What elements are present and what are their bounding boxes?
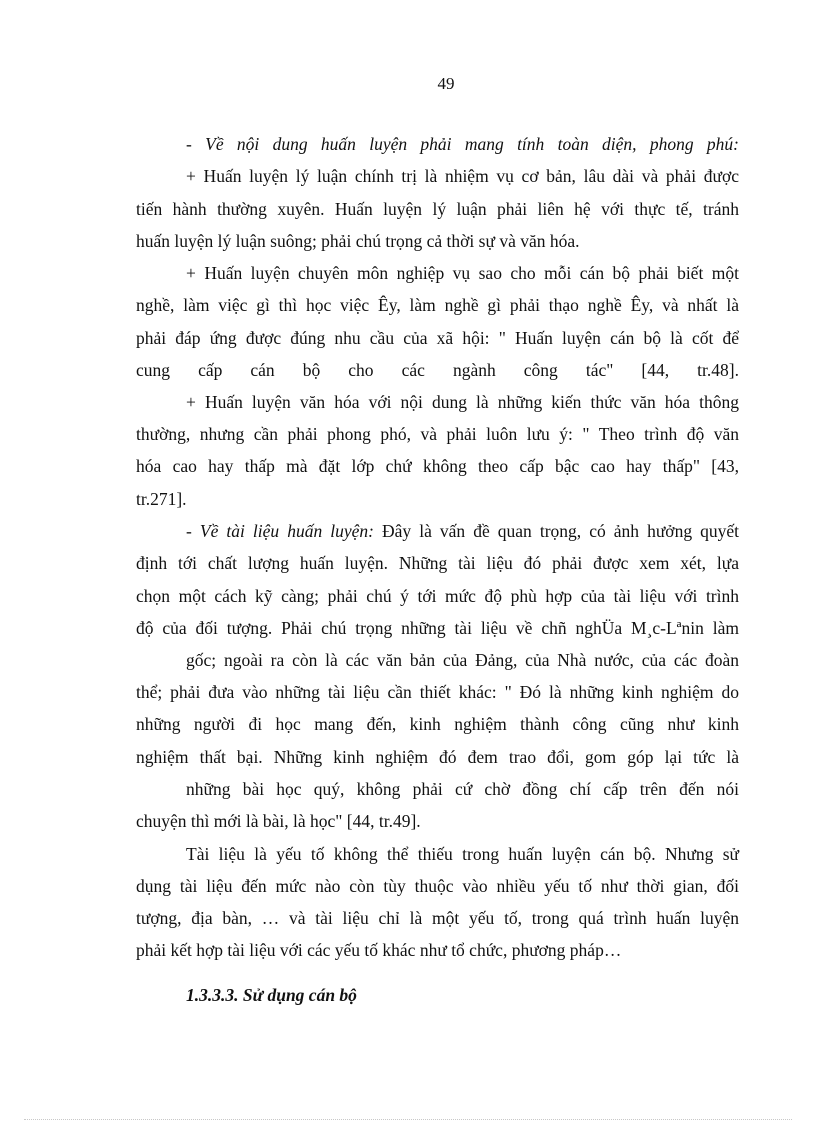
- text-line: dụng tài liệu đến mức nào còn tùy thuộc vào nhiều yếu tố như thời gian, đối: [136, 876, 739, 896]
- text-line: nghề, làm việc gì thì học việc Êy, làm nghề gì phải thạo nghề Êy, và nhất là: [136, 295, 739, 315]
- text-line: thường, nhưng cần phải phong phó, và phải luôn lưu ý: " Theo trình độ văn: [136, 424, 739, 444]
- text-line-italic: - Về tài liệu huấn luyện:: [186, 521, 374, 541]
- section-heading: 1.3.3.3. Sử dụng cán bộ: [186, 985, 357, 1005]
- text-line: những bài học quý, không phải cứ chờ đồng chí cấp trên đến nói: [186, 779, 739, 799]
- text-line: + Huấn luyện chuyên môn nghiệp vụ sao cho mỗi cán bộ phải biết một: [186, 263, 739, 283]
- text-line-italic: - Về nội dung huấn luyện phải mang tính toàn diện, phong phú:: [186, 134, 739, 154]
- text-line: độ của đối tượng. Phải chú trọng những tài liệu về chñ nghÜa M¸c-Lªnin làm: [136, 618, 739, 638]
- page-number: 49: [437, 74, 455, 93]
- text-line: chọn một cách kỹ càng; phải chú ý tới mức độ phù hợp của tài liệu với trình: [136, 586, 739, 606]
- text-line: chuyện thì mới là bài, là học" [44, tr.49].: [136, 811, 421, 831]
- text-line: nghiệm thất bại. Những kinh nghiệm đó đem trao đổi, gom góp lại tức là: [136, 747, 739, 767]
- text-line: tượng, địa bàn, … và tài liệu chỉ là một yếu tố, trong quá trình huấn luyện: [136, 908, 739, 928]
- text-line: cung cấp cán bộ cho các ngành công tác" [44, tr.48].: [136, 360, 739, 380]
- text-line: định tới chất lượng huấn luyện. Những tài liệu đó phải được xem xét, lựa: [136, 553, 739, 573]
- text-line: phải đáp ứng được đúng nhu cầu của xã hội: " Huấn luyện cán bộ là cốt để: [136, 328, 739, 348]
- page-bottom-rule: [24, 1119, 792, 1120]
- text-line: huấn luyện lý luận suông; phải chú trọng cả thời sự và văn hóa.: [136, 231, 580, 251]
- text-line: phải kết hợp tài liệu với các yếu tố khác như tổ chức, phương pháp…: [136, 940, 622, 960]
- text-line: hóa cao hay thấp mà đặt lớp chứ không theo cấp bậc cao hay thấp" [43,: [136, 456, 739, 476]
- text-line: những người đi học mang đến, kinh nghiệm thành công cũng như kinh: [136, 714, 739, 734]
- text-line-rest: Đây là vấn đề quan trọng, có ảnh hưởng quyết: [373, 521, 739, 541]
- text-line: tr.271].: [136, 489, 187, 509]
- text-line: Tài liệu là yếu tố không thể thiếu trong huấn luyện cán bộ. Nhưng sử: [186, 844, 739, 864]
- text-line: thể; phải đưa vào những tài liệu cần thiết khác: " Đó là những kinh nghiệm do: [136, 682, 739, 702]
- text-line: gốc; ngoài ra còn là các văn bản của Đảng, của Nhà nước, của các đoàn: [186, 650, 739, 670]
- text-line: [186, 133, 739, 155]
- text-line: + Huấn luyện văn hóa với nội dung là những kiến thức văn hóa thông: [186, 392, 739, 412]
- text-line: [186, 520, 739, 542]
- text-line: + Huấn luyện lý luận chính trị là nhiệm vụ cơ bản, lâu dài và phải được: [186, 166, 739, 186]
- text-line: tiến hành thường xuyên. Huấn luyện lý luận phải liên hệ với thực tế, tránh: [136, 199, 739, 219]
